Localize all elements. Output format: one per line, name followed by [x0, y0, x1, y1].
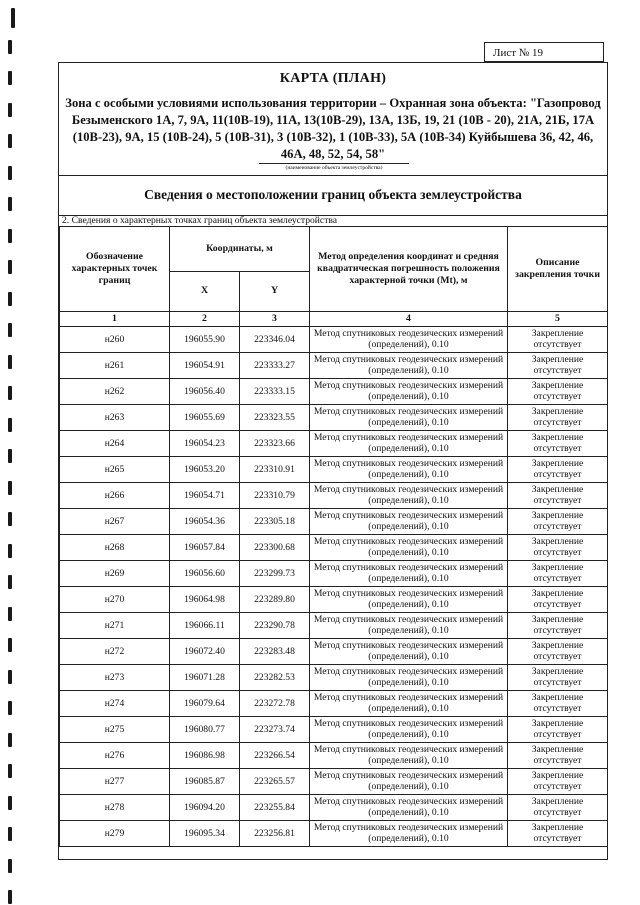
coord-y: 223305.18: [240, 508, 310, 534]
fixing-description: Закрепление отсутствует: [508, 560, 608, 586]
coord-y: 223273.74: [240, 716, 310, 742]
binding-mark: [8, 323, 12, 337]
header-x: X: [170, 271, 240, 311]
method-cell: Метод спутниковых геодезических измерений (определений), 0.10: [310, 794, 508, 820]
binding-mark: [8, 103, 12, 117]
column-numbers-row: [60, 311, 608, 326]
binding-mark: [8, 229, 12, 243]
point-id: н274: [60, 690, 170, 716]
header-method: Метод определения координат и средняя квадратическая погрешность положения характерной точки (Mt), м: [310, 227, 508, 311]
method-cell: Метод спутниковых геодезических измерений (определений), 0.10: [310, 482, 508, 508]
binding-mark: [8, 166, 12, 180]
coord-x: 196086.98: [170, 742, 240, 768]
point-id: н266: [60, 482, 170, 508]
binding-mark: [8, 292, 12, 306]
point-id: н279: [60, 820, 170, 846]
method-cell: Метод спутниковых геодезических измерений (определений), 0.10: [310, 352, 508, 378]
point-id: н272: [60, 638, 170, 664]
point-id: н270: [60, 586, 170, 612]
binding-mark: [8, 134, 12, 148]
fixing-description: Закрепление отсутствует: [508, 612, 608, 638]
coord-y: 223300.68: [240, 534, 310, 560]
point-id: н278: [60, 794, 170, 820]
table-row: [60, 508, 608, 534]
table-row: [60, 612, 608, 638]
table-row: [60, 690, 608, 716]
coord-x: 196072.40: [170, 638, 240, 664]
method-cell: Метод спутниковых геодезических измерений (определений), 0.10: [310, 560, 508, 586]
fixing-description: Закрепление отсутствует: [508, 820, 608, 846]
coord-y: 223255.84: [240, 794, 310, 820]
fixing-description: Закрепление отсутствует: [508, 794, 608, 820]
coord-y: 223310.91: [240, 456, 310, 482]
binding-mark: [8, 449, 12, 463]
binding-mark: [8, 418, 12, 432]
title-block: [59, 63, 607, 176]
point-id: н267: [60, 508, 170, 534]
header-coordinates: Координаты, м: [170, 227, 310, 271]
header-designation: Обозначение характерных точек границ: [60, 227, 170, 311]
coord-x: 196064.98: [170, 586, 240, 612]
object-name-caption: (наименование объекта землеустройства): [259, 163, 409, 174]
method-cell: Метод спутниковых геодезических измерений (определений), 0.10: [310, 612, 508, 638]
table-row: [60, 430, 608, 456]
column-number: 4: [310, 311, 508, 326]
method-cell: Метод спутниковых геодезических измерений (определений), 0.10: [310, 456, 508, 482]
fixing-description: Закрепление отсутствует: [508, 352, 608, 378]
fixing-description: Закрепление отсутствует: [508, 534, 608, 560]
fixing-description: Закрепление отсутствует: [508, 456, 608, 482]
coord-y: 223323.55: [240, 404, 310, 430]
coord-x: 196054.71: [170, 482, 240, 508]
binding-mark: [8, 197, 12, 211]
coord-x: 196094.20: [170, 794, 240, 820]
table-row: [60, 820, 608, 846]
fixing-description: Закрепление отсутствует: [508, 742, 608, 768]
fixing-description: Закрепление отсутствует: [508, 404, 608, 430]
method-cell: Метод спутниковых геодезических измерений (определений), 0.10: [310, 716, 508, 742]
method-cell: Метод спутниковых геодезических измерений (определений), 0.10: [310, 430, 508, 456]
fixing-description: Закрепление отсутствует: [508, 508, 608, 534]
subsection-title: 2. Сведения о характерных точках границ объекта землеустройства: [59, 215, 607, 227]
method-cell: Метод спутниковых геодезических измерений (определений), 0.10: [310, 534, 508, 560]
binding-mark: [8, 607, 12, 621]
fixing-description: Закрепление отсутствует: [508, 482, 608, 508]
fixing-description: Закрепление отсутствует: [508, 430, 608, 456]
point-id: н275: [60, 716, 170, 742]
binding-mark: [8, 670, 12, 684]
binding-mark: [8, 638, 12, 652]
point-id: н261: [60, 352, 170, 378]
coord-y: 223333.27: [240, 352, 310, 378]
section-title: Сведения о местоположении границ объекта землеустройства: [59, 175, 607, 216]
method-cell: Метод спутниковых геодезических измерений (определений), 0.10: [310, 664, 508, 690]
coord-y: 223282.53: [240, 664, 310, 690]
column-number: 5: [508, 311, 608, 326]
table-row: [60, 768, 608, 794]
table-row: [60, 742, 608, 768]
method-cell: Метод спутниковых геодезических измерений (определений), 0.10: [310, 326, 508, 352]
binding-mark: [8, 512, 12, 526]
coord-x: 196080.77: [170, 716, 240, 742]
binding-mark: [8, 796, 12, 810]
coord-x: 196055.90: [170, 326, 240, 352]
coord-y: 223266.54: [240, 742, 310, 768]
binding-mark: [8, 701, 12, 715]
coord-y: 223323.66: [240, 430, 310, 456]
binding-mark: [8, 890, 12, 904]
table-row: [60, 716, 608, 742]
coord-y: 223310.79: [240, 482, 310, 508]
column-number: 2: [170, 311, 240, 326]
binding-mark: [8, 859, 12, 873]
table-row: [60, 352, 608, 378]
map-title: КАРТА (ПЛАН): [279, 71, 387, 86]
binding-mark: [8, 733, 12, 747]
binding-mark: [8, 355, 12, 369]
point-id: н273: [60, 664, 170, 690]
fixing-description: Закрепление отсутствует: [508, 638, 608, 664]
coord-y: 223290.78: [240, 612, 310, 638]
binding-mark: [8, 764, 12, 778]
method-cell: Метод спутниковых геодезических измерений (определений), 0.10: [310, 690, 508, 716]
binding-mark: [8, 481, 12, 495]
coord-x: 196056.40: [170, 378, 240, 404]
binding-mark: [8, 827, 12, 841]
coord-y: 223299.73: [240, 560, 310, 586]
coord-x: 196085.87: [170, 768, 240, 794]
coord-y: 223256.81: [240, 820, 310, 846]
coord-y: 223272.78: [240, 690, 310, 716]
point-id: н262: [60, 378, 170, 404]
point-id: н265: [60, 456, 170, 482]
method-cell: Метод спутниковых геодезических измерений (определений), 0.10: [310, 820, 508, 846]
method-cell: Метод спутниковых геодезических измерений (определений), 0.10: [310, 586, 508, 612]
table-row: [60, 534, 608, 560]
coord-x: 196054.91: [170, 352, 240, 378]
method-cell: Метод спутниковых геодезических измерений (определений), 0.10: [310, 508, 508, 534]
header-y: Y: [240, 271, 310, 311]
binding-mark: [8, 575, 12, 589]
coord-x: 196071.28: [170, 664, 240, 690]
coord-x: 196054.36: [170, 508, 240, 534]
zone-description: Зона с особыми условиями использования территории – Охранная зона объекта: "Газопровод Безыменского 1А, 7, 9А, 11(10В-19), 11А, 13(10В-29), 13А, 13Б, 19, 21 (10В - 20), 21А, 21Б, 17А (10В-23), 9А, 15 (10В-24), 5 (10В-31), 3 (10В-32), 1 (10В-33), 5А (10В-34) Куйбышева 36, 42, 46, 46А, 48, 52, 54, 58": [65, 96, 601, 161]
coord-x: 196053.20: [170, 456, 240, 482]
binding-mark: [8, 40, 12, 54]
method-cell: Метод спутниковых геодезических измерений (определений), 0.10: [310, 742, 508, 768]
fixing-description: Закрепление отсутствует: [508, 768, 608, 794]
point-id: н276: [60, 742, 170, 768]
method-cell: Метод спутниковых геодезических измерений (определений), 0.10: [310, 404, 508, 430]
table-row: [60, 664, 608, 690]
point-id: н269: [60, 560, 170, 586]
point-id: н260: [60, 326, 170, 352]
coord-x: 196079.64: [170, 690, 240, 716]
table-row: [60, 482, 608, 508]
table-row: [60, 794, 608, 820]
binding-mark: [8, 386, 12, 400]
table-row: [60, 326, 608, 352]
sheet-number: Лист № 19: [484, 42, 604, 62]
coord-y: 223283.48: [240, 638, 310, 664]
fixing-description: Закрепление отсутствует: [508, 378, 608, 404]
coord-x: 196057.84: [170, 534, 240, 560]
fixing-description: Закрепление отсутствует: [508, 716, 608, 742]
fixing-description: Закрепление отсутствует: [508, 586, 608, 612]
fixing-description: Закрепление отсутствует: [508, 690, 608, 716]
coord-x: 196055.69: [170, 404, 240, 430]
binding-mark: [8, 544, 12, 558]
binding-marks: [0, 0, 20, 905]
binding-mark: [8, 71, 12, 85]
point-id: н264: [60, 430, 170, 456]
table-row: [60, 456, 608, 482]
coord-x: 196054.23: [170, 430, 240, 456]
coord-x: 196056.60: [170, 560, 240, 586]
document-frame: [58, 62, 608, 860]
coord-y: 223289.80: [240, 586, 310, 612]
point-id: н271: [60, 612, 170, 638]
method-cell: Метод спутниковых геодезических измерений (определений), 0.10: [310, 638, 508, 664]
fixing-description: Закрепление отсутствует: [508, 664, 608, 690]
header-description: Описание закрепления точки: [508, 227, 608, 311]
coord-y: 223346.04: [240, 326, 310, 352]
binding-mark: [11, 8, 15, 28]
column-number: 1: [60, 311, 170, 326]
point-id: н277: [60, 768, 170, 794]
fixing-description: Закрепление отсутствует: [508, 326, 608, 352]
table-row: [60, 586, 608, 612]
point-id: н268: [60, 534, 170, 560]
column-number: 3: [240, 311, 310, 326]
table-row: [60, 404, 608, 430]
point-id: н263: [60, 404, 170, 430]
coord-x: 196066.11: [170, 612, 240, 638]
method-cell: Метод спутниковых геодезических измерений (определений), 0.10: [310, 378, 508, 404]
method-cell: Метод спутниковых геодезических измерений (определений), 0.10: [310, 768, 508, 794]
coord-y: 223333.15: [240, 378, 310, 404]
table-row: [60, 378, 608, 404]
table-row: [60, 638, 608, 664]
coord-y: 223265.57: [240, 768, 310, 794]
boundary-points-table: [59, 227, 608, 847]
table-row: [60, 560, 608, 586]
coord-x: 196095.34: [170, 820, 240, 846]
binding-mark: [8, 260, 12, 274]
